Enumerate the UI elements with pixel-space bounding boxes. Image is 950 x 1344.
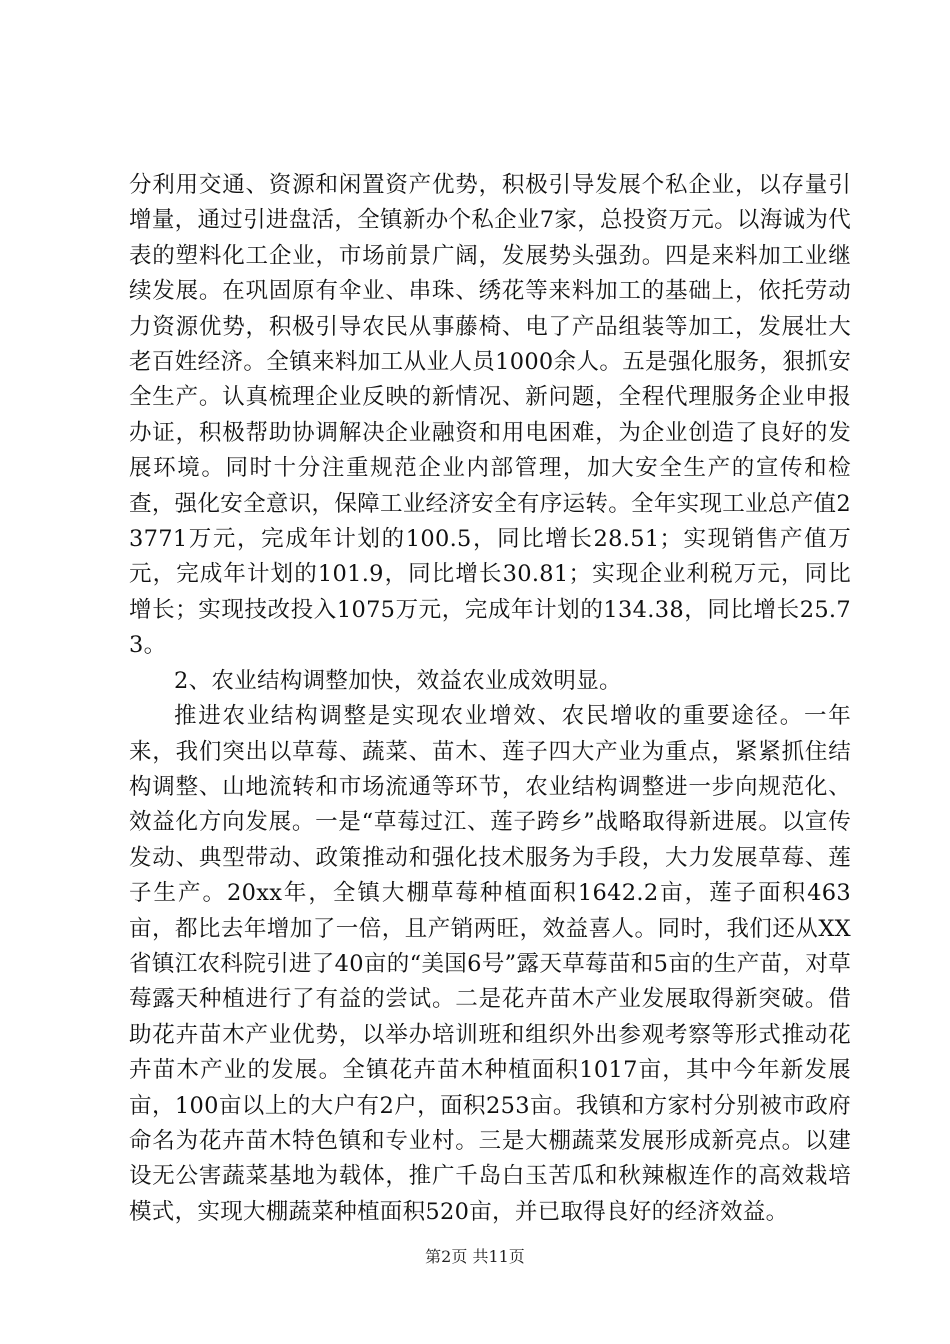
paragraph-agriculture: 推进农业结构调整是实现农业增效、农民增收的重要途径。一年来，我们突出以草莓、蔬菜、苗木、莲子四大产业为重点，紧紧抓住结构调整、山地流转和市场流通等环节，农业结构调整进一步向规范化、效益化方向发展。一是“草莓过江、莲子跨乡”战略取得新进展。以宣传发动、典型带动、政策推动和强化技术服务为手段，大力发展草莓、莲子生产。20xx年，全镇大棚草莓种植面积1642.2亩，莲子面积463亩，都比去年增加了一倍，且产销两旺，效益喜人。同时，我们还从XX省镇江农科院引进了40亩的“美国6号”露天草莓苗和5亩的生产苗，对草莓露天种植进行了有益的尝试。二是花卉苗木产业发展取得新突破。借助花卉苗木产业优势，以举办培训班和组织外出参观考察等形式推动花卉苗木产业的发展。全镇花卉苗木种植面积1017亩，其中今年新发展亩，100亩以上的大户有2户，面积253亩。我镇和方家村分别被市政府命名为花卉苗木特色镇和专业村。三是大棚蔬菜发展形成新亮点。以建设无公害蔬菜基地为载体，推广千岛白玉苦瓜和秋辣椒连作的高效栽培模式，实现大棚蔬菜种植面积520亩，并已取得良好的经济效益。 <box>129 703 851 1225</box>
document-body <box>129 168 851 1230</box>
section-heading-agriculture: 2、农业结构调整加快，效益农业成效明显。 <box>174 667 622 694</box>
page-number: 第2页 共11页 <box>425 1247 525 1266</box>
page-footer <box>0 1244 950 1267</box>
paragraph-industry: 分利用交通、资源和闲置资产优势，积极引导发展个私企业，以存量引增量，通过引进盘活，全镇新办个私企业7家，总投资万元。以海诚为代表的塑料化工企业，市场前景广阔，发展势头强劲。四是来料加工业继续发展。在巩固原有伞业、串珠、绣花等来料加工的基础上，依托劳动力资源优势，积极引导农民从事藤椅、电了产品组装等加工，发展壮大老百姓经济。全镇来料加工从业人员1000余人。五是强化服务，狠抓安全生产。认真梳理企业反映的新情况、新问题，全程代理服务企业申报办证，积极帮助协调解决企业融资和用电困难，为企业创造了良好的发展环境。同时十分注重规范企业内部管理，加大安全生产的宣传和检查，强化安全意识，保障工业经济安全有序运转。全年实现工业总产值23771万元，完成年计划的100.5，同比增长28.51；实现销售产值万元，完成年计划的101.9，同比增长30.81；实现企业利税万元，同比增长；实现技改投入1075万元，完成年计划的134.38，同比增长25.73。 <box>129 172 851 659</box>
